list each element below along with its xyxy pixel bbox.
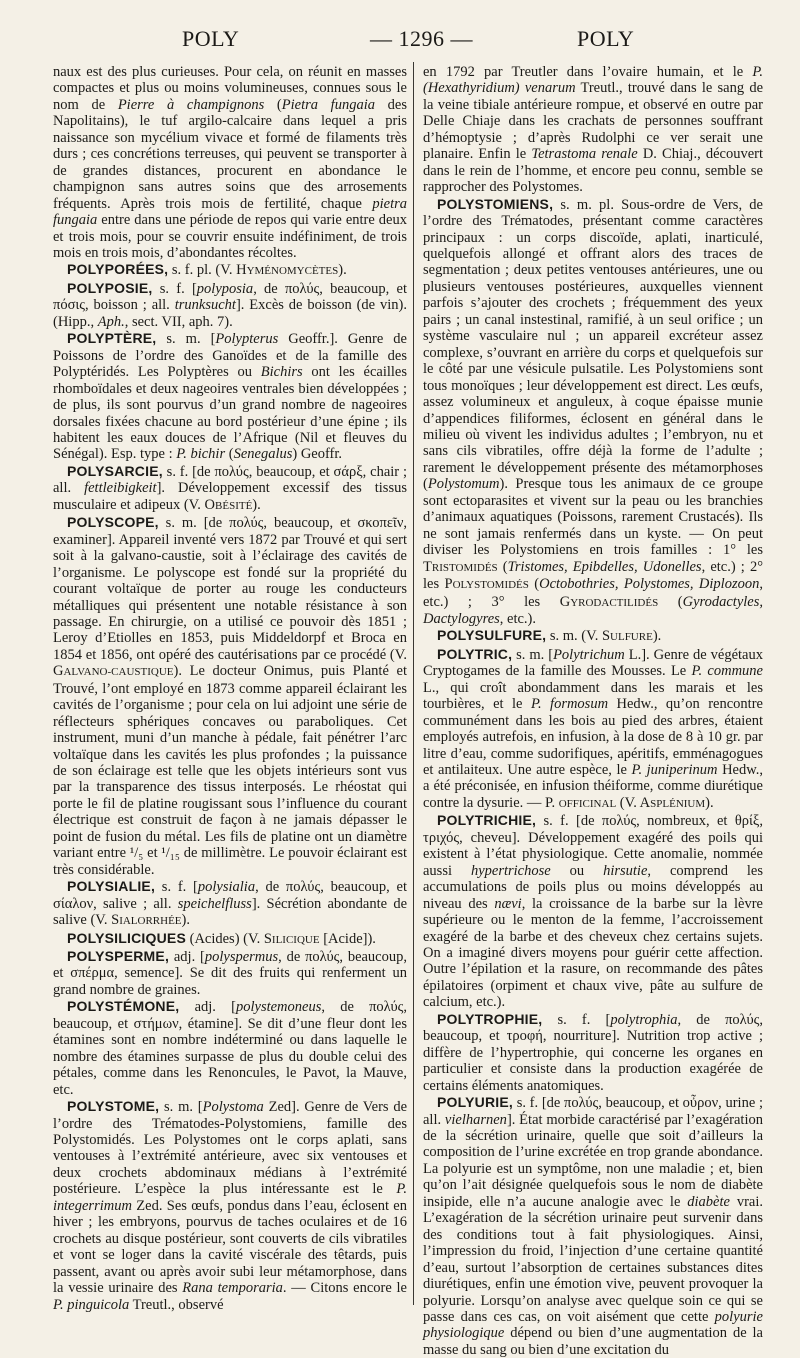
dictionary-entry (53, 280, 407, 330)
entry-headword: POLYSTOME, (67, 1098, 160, 1115)
entry-body: s. m. [Polypterus Geoffr.]. Genre de Poissons de l’ordre des Ganoïdes et de la famille des Polyptéridés. Les Polyptères ou Bichirs ont les écailles rhomboïdales et deux nageoires ventrales bien développées ; de plus, ils sont pourvus d’un grand nombre de nageoires dorsales fixées chacune au bord postérieur d’une épine ; ils habitent les eaux douces de l’Afrique (Nil et fleuves du Sénégal). Esp. type : P. bichir (Senegalus) Geoffr. (53, 331, 408, 463)
dictionary-entry (423, 812, 763, 1010)
dictionary-entry (423, 627, 763, 645)
dictionary-entry (53, 878, 407, 929)
entry-headword: POLYSARCIE, (67, 462, 163, 479)
entry-headword: POLYTROPHIE, (437, 1010, 543, 1027)
entry-headword: POLYSILICIQUES (67, 929, 186, 946)
entry-headword: POLYSPERME, (67, 948, 170, 965)
dictionary-entry (53, 998, 407, 1098)
entry-headword: POLYURIE, (437, 1094, 513, 1111)
entry-headword: POLYPOSIE, (67, 279, 153, 296)
entry-body: s. f. [polyposia, de πολύς, beaucoup, et πόσις, boisson ; all. trunksucht]. Excès de boisson (de vin). (Hipp., Aph., sect. VII, aph. 7). (53, 280, 407, 330)
header-right-keyword: POLY (577, 26, 635, 51)
entry-body: naux est des plus curieuses. Pour cela, on réunit en masses compactes et plus ou moins volumineuses, connues sous le nom de Pierre à champignons (Pietra fungaia des Napolitains), le tuf argilo-calcaire dans lequel a pris naissance son mycélium vivace et formé de filaments très durs ; ces concrétions terreuses, qui peuvent se transporter à de grandes distances, procurent en abondance le champignon sans autres soins que des arrosements fréquents. Après trois mois de fertilité, chaque pietra fungaia entre dans une période de repos qui varie entre deux et trois mois, pour se couvrir ensuite indéfiniment, de trois mois en trois mois, d’abondantes récoltes. (53, 64, 407, 261)
column-divider (413, 62, 414, 1305)
entry-headword: POLYSCOPE, (67, 514, 159, 531)
entry-body: s. f. [de πολύς, nombreux, et θρίξ, τριχός, cheveu]. Développement exagéré des poils qui existent à l’état physiologique. Cette anomalie, nommée aussi hypertrichose ou hirsutie, comprend les accumulations de poils plus ou moins développés au niveau des nævi, la croissance de la barbe sur la lèvre supérieure ou le menton de la femme, l’accroissement exagéré de la barbe et des cheveux chez certains sujets. On a imaginé divers moyens pour guérir cette affection. Outre l’épilation et la rasure, on recommande des pâtes épilatoires (orpiment et chaux vive, pâte au sulfure de calcium, etc.). (423, 813, 764, 1011)
entry-body: s. f. pl. (V. HYMÉNOMYCÈTES). (168, 262, 347, 279)
entry-headword: POLYTRIC, (437, 645, 513, 662)
entry-body: s. f. [polysialia, de πολύς, beaucoup, et σίαλον, salive ; all. speichelfluss]. Sécrétion abondante de salive (V. SIALORRHÉE). (53, 879, 408, 929)
entry-headword: POLYTRICHIE, (437, 812, 537, 829)
dictionary-entry (423, 196, 763, 628)
dictionary-entry (53, 930, 407, 948)
dictionary-entry (53, 1098, 407, 1313)
entry-body: s. m. [Polystoma Zed]. Genre de Vers de l’ordre des Trématodes-Polystomiens, famille des Polystomidés. Les Polystomes ont le corps aplati, sans ventouses à l’extrémité antérieure, avec six ventouses et deux crochets abdominaux médians à l’extrémité postérieure. L’espèce la plus intéressante est le P. integerrimum Zed. Ses œufs, pondus dans l’eau, éclosent en hiver ; les embryons, pourvus de taches oculaires et de 16 crochets au disque postérieur, sont couverts de cils vibratiles et vont se loger dans la cavité viscérale des têtards, puis passent, avant ou après avoir subi leur métamorphose, dans la vessie urinaire des Rana temporaria. — Citons encore le P. pinguicola Treutl., observé (53, 1099, 407, 1313)
dictionary-entry (53, 330, 407, 463)
right-column (423, 64, 764, 1358)
header-left-keyword: POLY (182, 26, 240, 51)
entry-body: s. m. [Polytrichum L.]. Genre de végétaux Cryptogames de la famille des Mousses. Le P. commune L., qui croît abondamment dans les marais et les tourbières, et le P. formosum Hedw., qu’on rencontre communément dans les bois au pied des arbres, étaient employés autrefois, en infusion, à la dose de 8 à 10 gr. par litre d’eau, comme sudorifiques, apéritifs, emménagogues et antilaiteux. Une autre espèce, le P. juniperinum Hedw., a été préconisée, en infusion théiforme, comme diurétique contre la dysurie. — P. OFFICINAL (V. ASPLÉNIUM). (423, 646, 764, 811)
entry-headword: POLYPORÉES, (67, 261, 169, 278)
entry-body: s. m. [de πολύς, beaucoup, et σκοπεῖν, examiner]. Appareil inventé vers 1872 par Trouvé et qui sert soit à la galvano-caustie, soit à l’éclairage des cavités de l’organisme. Le polyscope est fondé sur la propriété du courant voltaïque de porter au rouge les conducteurs métalliques qui présentent une notable résistance à son passage. En chirurgie, on a utilisé ce pouvoir dès 1851 ; Leroy d’Etiolles en 1853, puis Middeldorpf et Broca en 1854 et 1856, ont opéré des cautérisations par ce procédé (V. GALVANO-CAUSTIQUE). Le docteur Onimus, puis Planté et Trouvé, l’ont employé en 1873 comme appareil éclairant les cavités de l’organisme ; pour cela on lui adjoint une série de réflecteurs sphériques concaves ou paraboliques. Cet instrument, muni d’un manche à pédale, fait pénétrer l’arc voltaïque dans les cavités les plus profondes ; la puissance de son éclairage est telle que les objets intérieurs sont vus par la transparence des tissus interposés. Le rhéostat qui porte le fil de platine rougissant sous l’influence du courant électrique est construit de façon à ne jamais dépasser le point de fusion du métal. Les fils de platine ont un diamètre variant entre ¹/₅ et ¹/₁₅ de millimètre. Le pouvoir éclairant est très considérable. (53, 515, 407, 878)
continued-text (53, 64, 407, 261)
entry-body: s. f. [de πολύς, beaucoup, et σάρξ, chair ; all. fettleibigkeit]. Développement excessif des tissus musculaire et adipeux (V. OBÉSITÉ). (53, 463, 407, 513)
entry-body: en 1792 par Treutler dans l’ovaire humain, et le P. (Hexathyridium) venarum Treutl., trouvé dans le sang de la veine tibiale antérieure rompue, et observé en outre par Delle Chiaje dans les crachats de personnes souffrant d’hémoptysie ; d’après Rudolphi ce ver serait une planaire. Enfin le Tetrastoma renale D. Chiaj., découvert dans le rein de l’homme, et encore peu connu, semble se rapprocher des Polystomes. (423, 64, 764, 196)
entry-body: s. m. pl. Sous-ordre de Vers, de l’ordre des Trématodes, présentant comme caractères principaux : un corps discoïde, aplati, inarticulé, quelquefois allongé et offrant alors des traces de segmentation ; deux petites ventouses antérieures, une ou plusieurs ventouses postérieures, auxquelles viennent parfois s’ajouter des crochets ; fréquemment des yeux pairs ; un canal instestinal, ramifié, à un seul orifice ; un système vasculaire nul ; un appareil excréteur assez complexe, s’ouvrant en arrière du corps et quelquefois sur le côté par une vésicule pulsatile. Les Polystomiens sont tous monoïques ; leur développement est direct. Les œufs, assez volumineux et anguleux, à coque épaisse munie d’appendices filiformes, éclosent en général dans le milieu où vivent les individus adultes ; l’embryon, nu et sans cils vibratiles, offre déjà la forme de l’adulte ; rarement le développement présente des métamorphoses (Polystomum). Presque tous les animaux de ce groupe sont ectoparasites et vivent sur la peau ou les branchies d’animaux aquatiques (Poissons, rarement Crustacés). Ils ne sont jamais renfermés dans un kyste. — On peut diviser les Polystomiens en trois familles : 1° les TRISTOMIDÉS (Tristomes, Epibdelles, Udonelles, etc.) ; 2° les POLYSTOMIDÉS (Octobothries, Polystomes, Diplozoon, etc.) ; 3° les GYRODACTILIDÉS (Gyrodactyles, Dactylogyres, etc.). (423, 196, 763, 627)
dictionary-entry (53, 514, 407, 878)
entry-body: (Acides) (V. SILICIQUE [Acide]). (185, 930, 376, 947)
entry-body: s. m. (V. SULFURE). (546, 628, 662, 645)
entry-headword: POLYPTÈRE, (67, 330, 157, 347)
page-number: — 1296 — (370, 26, 473, 51)
dictionary-entry (53, 463, 407, 514)
entry-body: adj. [polyspermus, de πολύς, beaucoup, et σπέρμα, semence]. Se dit des fruits qui renferment un grand nombre de graines. (53, 949, 407, 998)
entry-body: adj. [polystemoneus, de πολύς, beaucoup, et στήμων, étamine]. Se dit d’une fleur dont les étamines sont en nombre indéterminé ou dans laquelle le nombre des étamines surpasse de plus du double celui des pétales, comme dans les Renoncules, le Pavot, la Mauve, etc. (53, 999, 408, 1098)
left-column (53, 64, 407, 1313)
dictionary-entry (423, 646, 763, 813)
entry-body: s. f. [polytrophia, de πολύς, beaucoup, et τροφή, nourriture]. Nutrition trop active ; diffère de l’hypertrophie, qui concerne les organes en particulier et consiste dans la production exagérée de certains éléments anatomiques. (423, 1011, 763, 1094)
entry-headword: POLYSIALIE, (67, 878, 156, 895)
entry-headword: POLYSTÉMONE, (67, 998, 180, 1015)
continued-text (423, 64, 763, 196)
running-header (0, 26, 800, 58)
entry-headword: POLYSULFURE, (437, 627, 547, 644)
dictionary-entry (423, 1011, 763, 1094)
dictionary-entry (423, 1094, 763, 1358)
entry-body: s. f. [de πολύς, beaucoup, et οὖρον, urine ; all. vielharnen]. État morbide caractérisé par l’exagération de la sécrétion urinaire, quelle que soit d’ailleurs la composition de l’urine excrétée en trop grande abondance. La polyurie est un symptôme, non une maladie ; et, bien qu’on l’ait désignée quelquefois sous le nom de diabète insipide, elle n’a aucune analogie avec le diabète vrai. L’exagération de la sécrétion urinaire peut survenir dans des conditions tout à fait physiologiques. Ainsi, l’impression du froid, l’injection d’une certaine quantité d’eau, surtout l’absorption de certaines substances dites diurétiques, enfin une émotion vive, peuvent provoquer la polyurie. Lorsqu’on analyse avec quelque soin ce qui se passe dans ces cas, on voit aisément que cette polyurie physiologique dépend ou bien d’une augmentation de la masse du sang ou bien d’une excitation du (423, 1095, 763, 1358)
dictionary-entry (53, 948, 407, 998)
dictionary-entry (53, 261, 407, 279)
entry-headword: POLYSTOMIENS, (437, 195, 554, 212)
